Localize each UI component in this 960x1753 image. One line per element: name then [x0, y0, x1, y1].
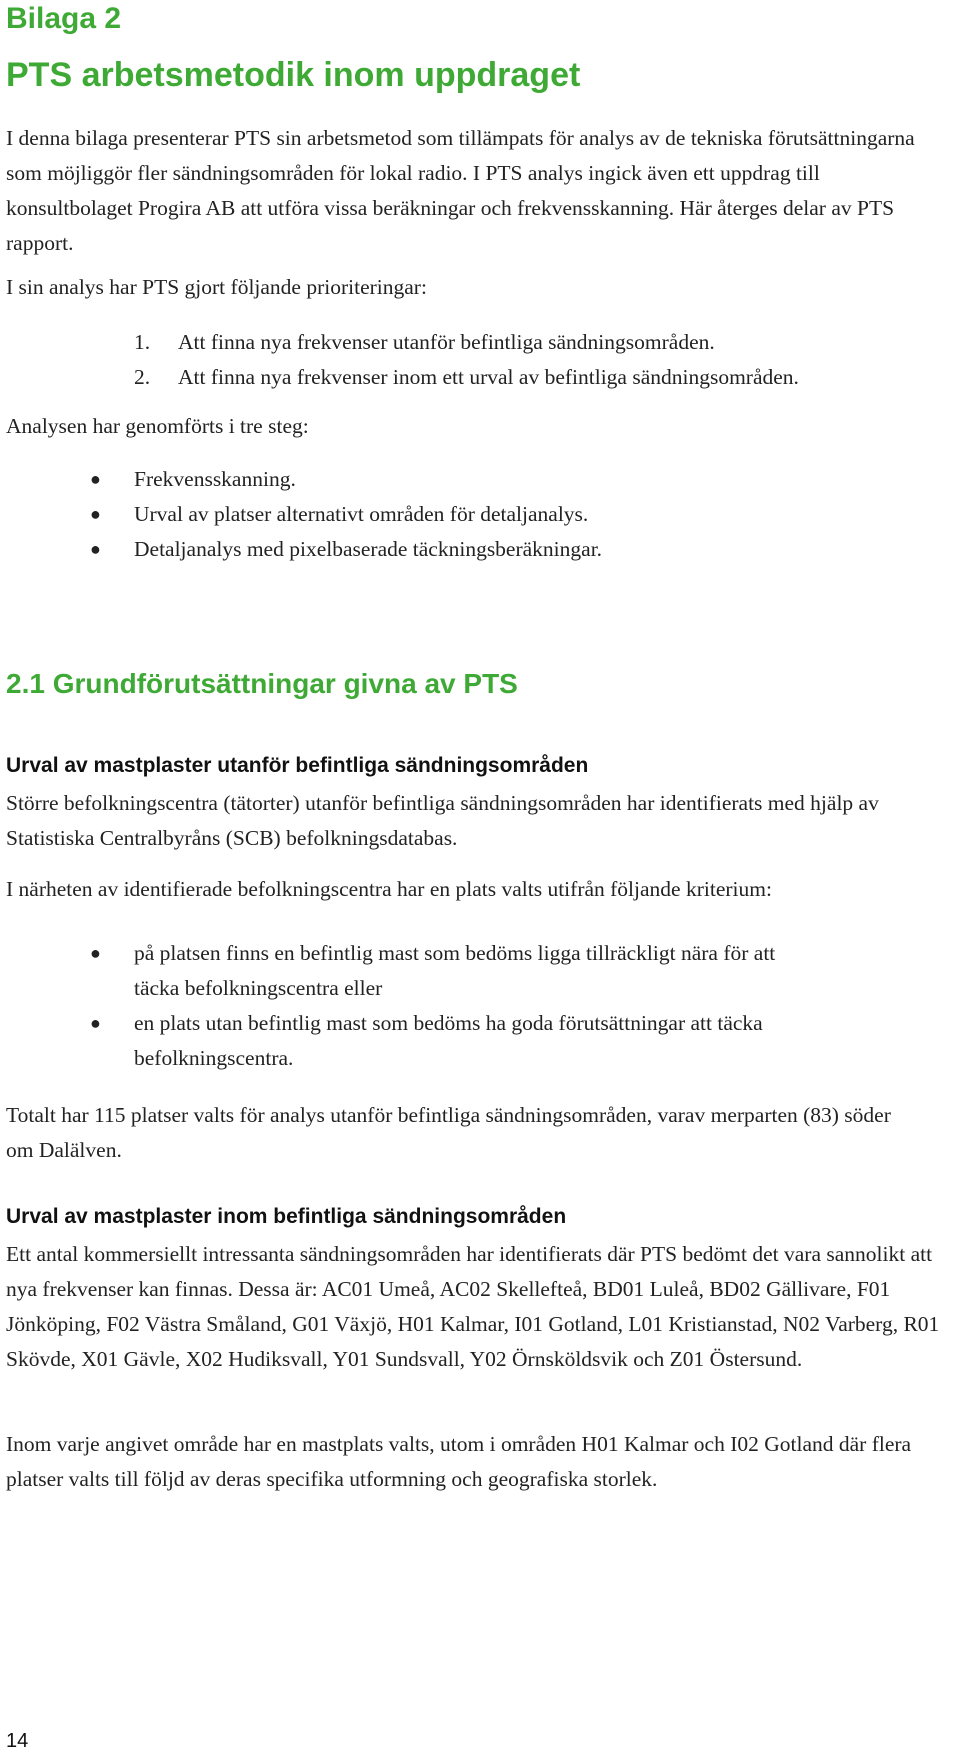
- list-item: [6, 360, 946, 395]
- page-title: PTS arbetsmetodik inom uppdraget: [6, 56, 581, 94]
- section-heading: 2.1 Grundförutsättningar givna av PTS: [6, 668, 518, 699]
- bullet-icon: ●: [90, 504, 101, 524]
- bullet-icon: ●: [90, 539, 101, 559]
- sub2-paragraph-2: Inom varje angivet område har en mastplats valts, utom i områden H01 Kalmar och I02 Gotland där flera platser valts till följd av deras specifika utformning och geografiska storlek.: [6, 1432, 912, 1491]
- list-item: [6, 497, 946, 532]
- list-item-text: Att finna nya frekvenser inom ett urval av befintliga sändningsområden.: [178, 365, 799, 389]
- steps-intro: Analysen har genomförts i tre steg:: [6, 414, 309, 438]
- criteria-list: [6, 936, 906, 1076]
- list-item: [6, 462, 946, 497]
- subsection-heading-inside: Urval av mastplaster inom befintliga sändningsområden: [6, 1205, 567, 1228]
- list-item-text: Frekvensskanning.: [134, 467, 296, 491]
- appendix-label: Bilaga 2: [6, 2, 122, 35]
- list-item: [6, 532, 946, 567]
- sub1-paragraph-1: Större befolkningscentra (tätorter) utanför befintliga sändningsområden har identifierats med hjälp av Statistiska Centralbyråns (SCB) befolkningsdatabas.: [6, 791, 879, 850]
- bullet-icon: ●: [90, 943, 101, 963]
- list-item-text: en plats utan befintlig mast som bedöms ha goda förutsättningar att täcka befolkningscentra.: [134, 1011, 763, 1070]
- intro-paragraph: I denna bilaga presenterar PTS sin arbetsmetod som tillämpats för analys av de tekniska förutsättningarna som möjliggör fler sändningsområden för lokal radio. I PTS analys ingick även ett uppdrag till konsultbolaget Progira AB att utföra vissa beräkningar och frekvensskanning. Här återges delar av PTS rapport.: [6, 126, 915, 255]
- sub1-paragraph-3: Totalt har 115 platser valts för analys utanför befintliga sändningsområden, varav merparten (83) söder om Dalälven.: [6, 1103, 891, 1162]
- subsection-heading-outside: Urval av mastplaster utanför befintliga sändningsområden: [6, 754, 589, 777]
- list-number: 2.: [134, 365, 151, 389]
- sub1-paragraph-2: I närheten av identifierade befolkningscentra har en plats valts utifrån följande kriterium:: [6, 877, 772, 901]
- bullet-icon: ●: [90, 1013, 101, 1033]
- list-item-text: på platsen finns en befintlig mast som bedöms ligga tillräckligt nära för att täcka befolkningscentra eller: [134, 941, 776, 1000]
- bullet-icon: ●: [90, 469, 101, 489]
- list-item: [6, 1006, 906, 1076]
- sub2-paragraph-1: Ett antal kommersiellt intressanta sändningsområden har identifierats där PTS bedömt det vara sannolikt att nya frekvenser kan finnas. Dessa är: AC01 Umeå, AC02 Skellefteå, BD01 Luleå, BD02 Gällivare, F01 Jönköping, F02 Västra Småland, G01 Växjö, H01 Kalmar, I01 Gotland, L01 Kristianstad, N02 Varberg, R01 Skövde, X01 Gävle, X02 Hudiksvall, Y01 Sundsvall, Y02 Örnsköldsvik och Z01 Östersund.: [6, 1242, 940, 1371]
- list-item-text: Detaljanalys med pixelbaserade täckningsberäkningar.: [134, 537, 603, 561]
- list-item-text: Urval av platser alternativt områden för detaljanalys.: [134, 502, 589, 526]
- priorities-list: [6, 325, 946, 395]
- steps-list: [6, 462, 946, 567]
- priorities-intro: I sin analys har PTS gjort följande prioriteringar:: [6, 275, 427, 299]
- list-item-text: Att finna nya frekvenser utanför befintliga sändningsområden.: [178, 330, 715, 354]
- page-number: 14: [6, 1730, 29, 1752]
- list-item: [6, 936, 906, 1006]
- list-number: 1.: [134, 330, 151, 354]
- list-item: [6, 325, 946, 360]
